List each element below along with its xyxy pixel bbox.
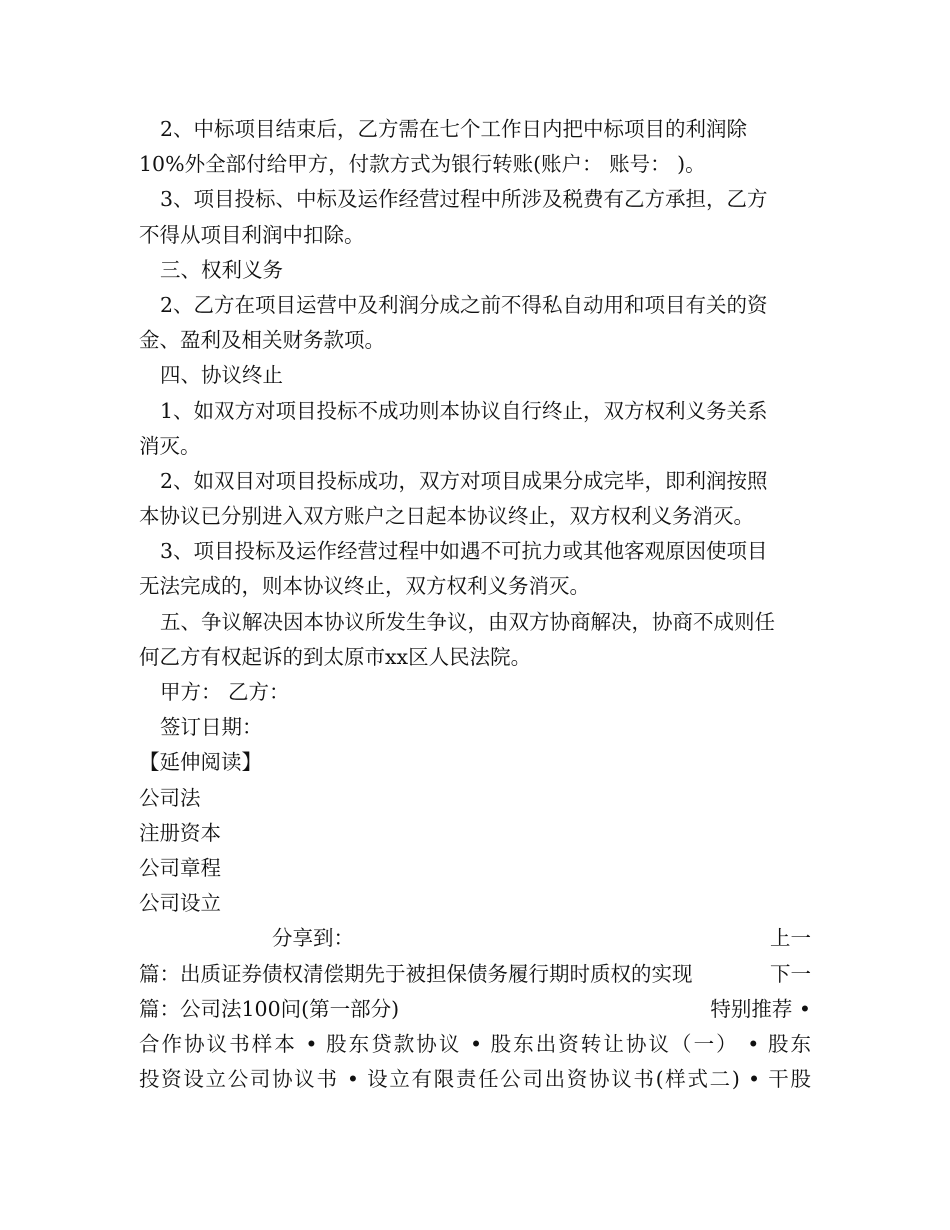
section-heading-termination: 四、协议终止: [160, 363, 283, 388]
paragraph-line: 2、乙方在项目运营中及利润分成之前不得私自动用和项目有关的资: [160, 292, 768, 317]
paragraph-line: 2、中标项目结束后，乙方需在七个工作日内把中标项目的利润除: [160, 117, 748, 141]
prev-article-link[interactable]: 篇：出质证券债权清偿期先于被担保债务履行期时质权的实现: [139, 961, 693, 986]
extended-reading-heading: 【延伸阅读】: [139, 750, 262, 775]
prev-article-label: 上一: [770, 926, 811, 951]
paragraph-line: 本协议已分别进入双方账户之日起本协议终止，双方权利义务消灭。: [139, 504, 754, 529]
paragraph-line: 无法完成的，则本协议终止，双方权利义务消灭。: [139, 574, 590, 599]
next-article-row: [139, 992, 811, 1027]
related-link-company-law[interactable]: 公司法: [139, 785, 201, 810]
related-link-company-establishment[interactable]: 公司设立: [139, 891, 221, 916]
paragraph-line: 消灭。: [139, 433, 201, 458]
recommend-links-line-2[interactable]: 投资设立公司协议书 • 设立有限责任公司出资协议书(样式二) • 干股: [139, 1067, 811, 1092]
paragraph-line: 何乙方有权起诉的到太原市xx区人民法院。: [139, 644, 532, 669]
signature-parties: 甲方： 乙方：: [160, 680, 290, 704]
paragraph-line: 不得从项目利润中扣除。: [139, 222, 365, 247]
section-heading-rights: 三、权利义务: [160, 257, 283, 282]
paragraph-line: 3、项目投标、中标及运作经营过程中所涉及税费有乙方承担，乙方: [160, 187, 768, 212]
next-article-link[interactable]: 篇：公司法100问(第一部分): [139, 996, 400, 1021]
paragraph-line: 五、争议解决因本协议所发生争议，由双方协商解决，协商不成则任: [160, 609, 775, 634]
prev-article-row: [139, 957, 811, 992]
related-link-articles-of-association[interactable]: 公司章程: [139, 855, 221, 880]
paragraph-line: 10%外全部付给甲方，付款方式为银行转账(账户： 账号： )。: [139, 152, 706, 177]
related-link-registered-capital[interactable]: 注册资本: [139, 820, 221, 845]
next-article-label: 下一: [770, 961, 811, 986]
document-page: [139, 112, 811, 1097]
paragraph-line: 3、项目投标及运作经营过程中如遇不可抗力或其他客观原因使项目: [160, 539, 768, 564]
recommend-links-line-1[interactable]: 合作协议书样本 • 股东贷款协议 • 股东出资转让协议（一） • 股东: [139, 1031, 811, 1056]
paragraph-line: 1、如双方对项目投标不成功则本协议自行终止，双方权利义务关系: [160, 398, 768, 423]
paragraph-line: 2、如双目对项目投标成功，双方对项目成果分成完毕，即利润按照: [160, 468, 768, 493]
paragraph-line: 金、盈利及相关财务款项。: [139, 328, 385, 353]
share-row: [139, 921, 811, 956]
share-label: 分享到：: [272, 926, 354, 951]
signature-date: 签订日期：: [160, 715, 263, 740]
recommend-label: 特别推荐 •: [710, 996, 811, 1021]
